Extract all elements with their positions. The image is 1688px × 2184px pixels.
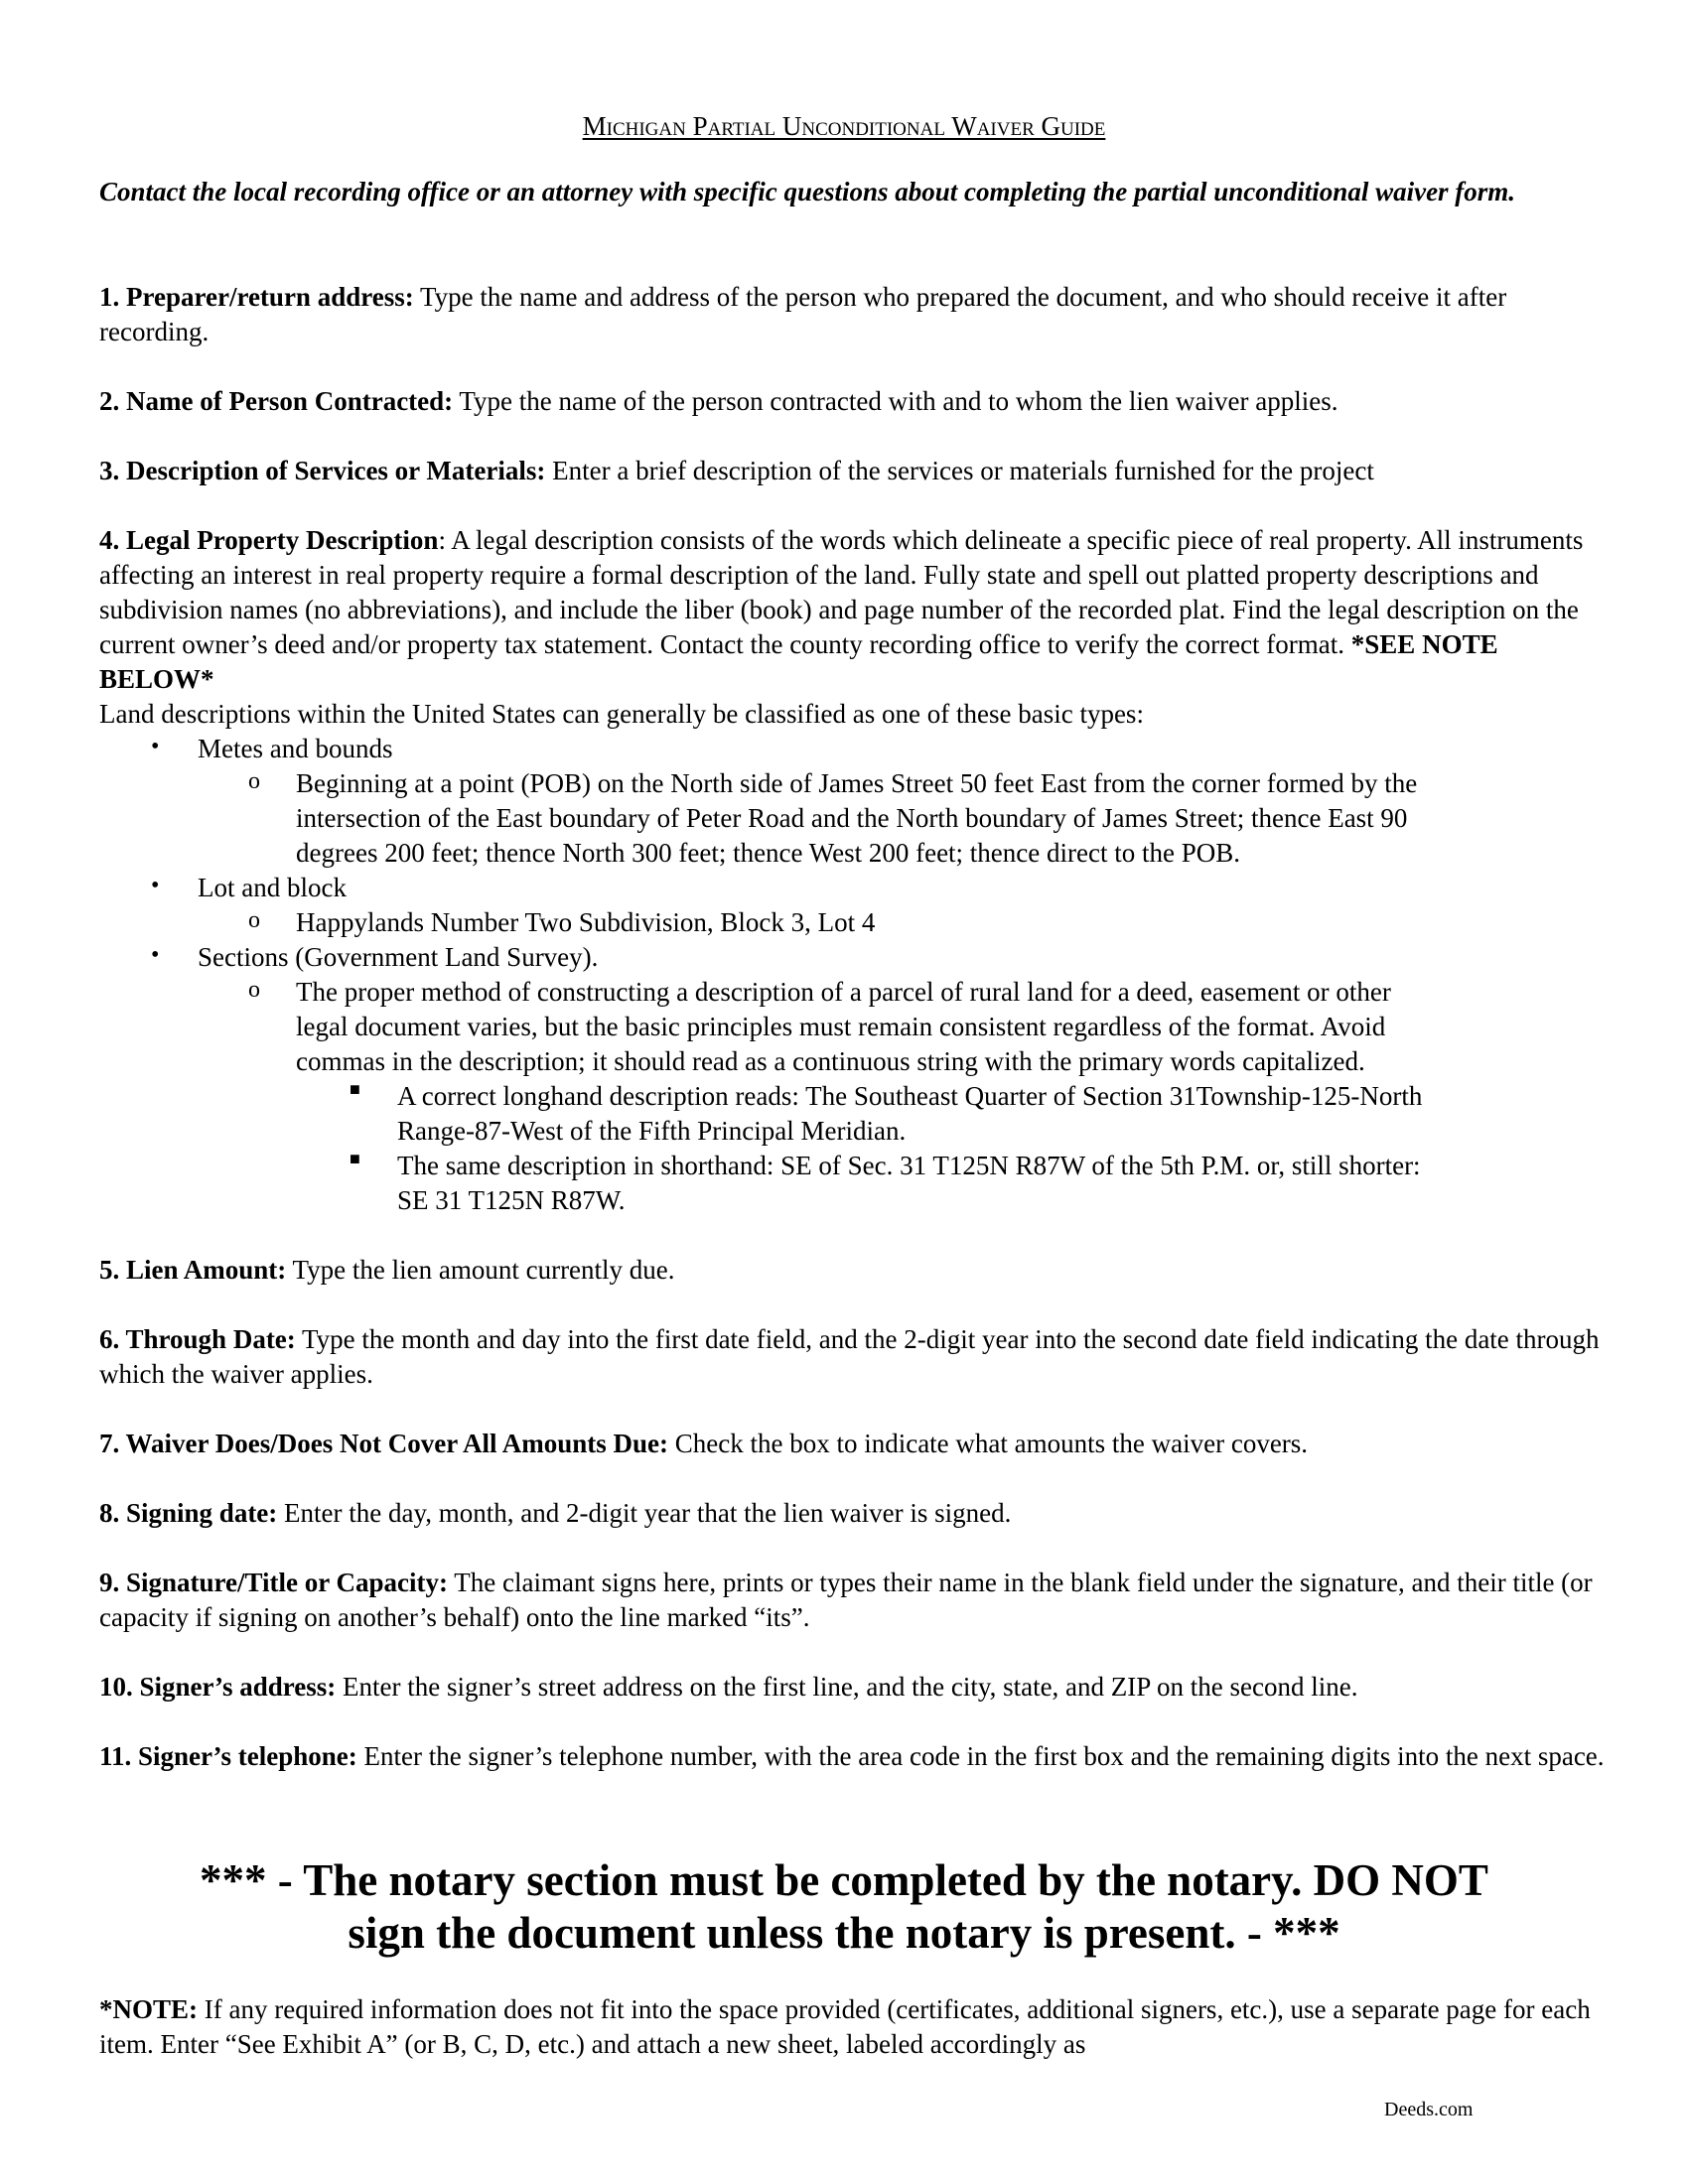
note-paragraph (99, 1992, 1609, 2062)
section-1-text: Type the name and address of the person who prepared the document, and who should receive it after recording. (99, 282, 1507, 346)
section-4-text: : A legal description consists of the words which delineate a specific piece of real property. All instruments affecting an interest in real property require a formal description of the land. Fully state and spell out platted property descriptions and subdivision names (no abbreviations), and include the liber (book) and page number of the recorded plat. Find the legal description on the current owner’s deed and/or property tax statement. Contact the county recording office to verify the correct format. (99, 525, 1584, 659)
section-7 (99, 1427, 1609, 1461)
section-11-text: Enter the signer’s telephone number, with the area code in the first box and the remaining digits into the next space. (356, 1741, 1605, 1771)
note-label: *NOTE: (99, 1994, 199, 2024)
section-4-label: 4. Legal Property Description (99, 525, 439, 555)
section-8-label: 8. Signing date: (99, 1498, 278, 1528)
sections-example-line-2: legal document varies, but the basic principles must remain consistent regardless of the format. Avoid (296, 1012, 1386, 1041)
section-10 (99, 1670, 1609, 1705)
list-item-sections: Sections (Government Land Survey). (198, 942, 599, 972)
footer-brand: Deeds.com (1384, 2099, 1474, 2120)
bullet-dot-icon: • (151, 942, 160, 968)
section-3 (99, 454, 1609, 488)
lot-example: Happylands Number Two Subdivision, Block 3, Lot 4 (296, 907, 876, 937)
bullet-circle-icon: o (248, 977, 260, 1003)
metes-example-line-3: degrees 200 feet; thence North 300 feet; thence West 200 feet; thence direct to the POB. (296, 838, 1240, 868)
section-5 (99, 1253, 1609, 1288)
section-6-text: Type the month and day into the first date field, and the 2-digit year into the second date field indicating the date through which the waiver applies. (99, 1324, 1600, 1389)
section-11 (99, 1739, 1609, 1774)
sections-example-line-1: The proper method of constructing a description of a parcel of rural land for a deed, easement or other (296, 977, 1391, 1007)
longhand-line-2: Range-87-West of the Fifth Principal Meridian. (397, 1116, 907, 1146)
section-2-text: Type the name of the person contracted with and to whom the lien waiver applies. (453, 386, 1338, 416)
bullet-dot-icon: • (151, 873, 160, 898)
bullet-dot-icon: • (151, 734, 160, 759)
section-9 (99, 1566, 1609, 1635)
section-1 (99, 280, 1609, 349)
sections-example-line-3: commas in the description; it should read as a continuous string with the primary words capitalized. (296, 1046, 1365, 1076)
see-note-below: *SEE NOTE BELOW* (99, 629, 1498, 694)
page-title: Michigan Partial Unconditional Waiver Guide (582, 111, 1106, 141)
section-1-label: 1. Preparer/return address: (99, 282, 414, 312)
section-6-label: 6. Through Date: (99, 1324, 296, 1354)
metes-example-line-2: intersection of the East boundary of Peter Road and the North boundary of James Street; thence East 90 (296, 803, 1408, 833)
section-9-text: The claimant signs here, prints or types their name in the blank field under the signature, and their title (or capacity if signing on another’s behalf) onto the line marked “its”. (99, 1568, 1593, 1632)
bullet-square-icon: ■ (350, 1079, 360, 1099)
shorthand-line-1: The same description in shorthand: SE of Sec. 31 T125N R87W of the 5th P.M. or, still shorter: (397, 1151, 1421, 1180)
section-8 (99, 1496, 1609, 1531)
shorthand-line-2: SE 31 T125N R87W. (397, 1185, 626, 1215)
section-2-label: 2. Name of Person Contracted: (99, 386, 454, 416)
section-5-label: 5. Lien Amount: (99, 1255, 287, 1285)
section-11-label: 11. Signer’s telephone: (99, 1741, 357, 1771)
list-item-lot: Lot and block (198, 873, 347, 902)
section-2 (99, 384, 1609, 419)
metes-example-line-1: Beginning at a point (POB) on the North side of James Street 50 feet East from the corner formed by the (296, 768, 1418, 798)
section-3-label: 3. Description of Services or Materials: (99, 456, 546, 485)
notary-warning (0, 1854, 1688, 1960)
land-types-intro: Land descriptions within the United States can generally be classified as one of these basic types: (99, 699, 1144, 729)
section-8-text: Enter the day, month, and 2-digit year that the lien waiver is signed. (277, 1498, 1012, 1528)
section-10-text: Enter the signer’s street address on the first line, and the city, state, and ZIP on the second line. (336, 1672, 1358, 1702)
intro-instruction: Contact the local recording office or an attorney with specific questions about completing the partial unconditional waiver form. (99, 177, 1516, 206)
section-9-label: 9. Signature/Title or Capacity: (99, 1568, 448, 1597)
bullet-circle-icon: o (248, 768, 260, 794)
bullet-square-icon: ■ (350, 1149, 360, 1168)
section-3-text: Enter a brief description of the services or materials furnished for the project (545, 456, 1374, 485)
notary-warning-line-2: sign the document unless the notary is present. - *** (348, 1908, 1340, 1958)
section-5-text: Type the lien amount currently due. (286, 1255, 675, 1285)
section-4 (99, 523, 1609, 697)
bullet-circle-icon: o (248, 907, 260, 933)
notary-warning-line-1: *** - The notary section must be completed by the notary. DO NOT (200, 1855, 1488, 1905)
longhand-line-1: A correct longhand description reads: The Southeast Quarter of Section 31Township-125-North (397, 1081, 1423, 1111)
section-7-text: Check the box to indicate what amounts the waiver covers. (668, 1429, 1309, 1458)
section-6 (99, 1322, 1609, 1392)
section-7-label: 7. Waiver Does/Does Not Cover All Amounts Due: (99, 1429, 668, 1458)
list-item-metes: Metes and bounds (198, 734, 393, 763)
note-text: If any required information does not fit into the space provided (certificates, additional signers, etc.), use a separate page for each item. Enter “See Exhibit A” (or B, C, D, etc.) and attach a new sheet, labeled accordingly as (99, 1994, 1591, 2059)
section-10-label: 10. Signer’s address: (99, 1672, 337, 1702)
